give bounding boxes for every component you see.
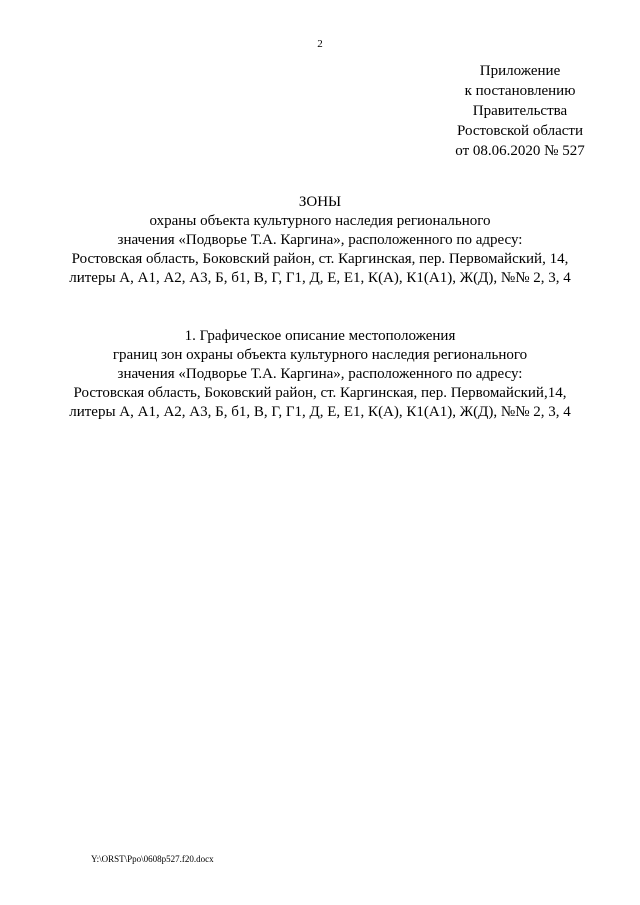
appendix-header <box>440 61 600 161</box>
appendix-line: от 08.06.2020 № 527 <box>455 143 585 159</box>
appendix-line: Правительства <box>472 103 568 119</box>
appendix-line: к постановлению <box>464 83 576 99</box>
section-heading-block <box>0 327 640 422</box>
zones-line: охраны объекта культурного наследия регионального <box>149 213 491 229</box>
zones-line: значения «Подворье Т.А. Каргина», расположенного по адресу: <box>117 232 523 248</box>
footer-file-path: Y:\ORST\Ppo\0608p527.f20.docx <box>91 854 214 864</box>
section-line: литеры А, А1, А2, А3, Б, б1, В, Г, Г1, Д, Е, Е1, К(А), К1(А1), Ж(Д), №№ 2, 3, 4 <box>69 404 571 420</box>
zones-heading-block <box>0 193 640 288</box>
section-line: 1. Графическое описание местоположения <box>184 328 456 344</box>
section-line: значения «Подворье Т.А. Каргина», расположенного по адресу: <box>117 366 523 382</box>
page-number: 2 <box>317 38 323 50</box>
appendix-line: Ростовской области <box>457 123 583 139</box>
appendix-line: Приложение <box>479 63 561 79</box>
section-line: Ростовская область, Боковский район, ст. Каргинская, пер. Первомайский,14, <box>73 385 567 401</box>
zones-line: литеры А, А1, А2, А3, Б, б1, В, Г, Г1, Д, Е, Е1, К(А), К1(А1), Ж(Д), №№ 2, 3, 4 <box>69 270 571 286</box>
zones-line: Ростовская область, Боковский район, ст. Каргинская, пер. Первомайский, 14, <box>71 251 569 267</box>
section-line: границ зон охраны объекта культурного наследия регионального <box>112 347 528 363</box>
zones-title: ЗОНЫ <box>298 194 342 210</box>
